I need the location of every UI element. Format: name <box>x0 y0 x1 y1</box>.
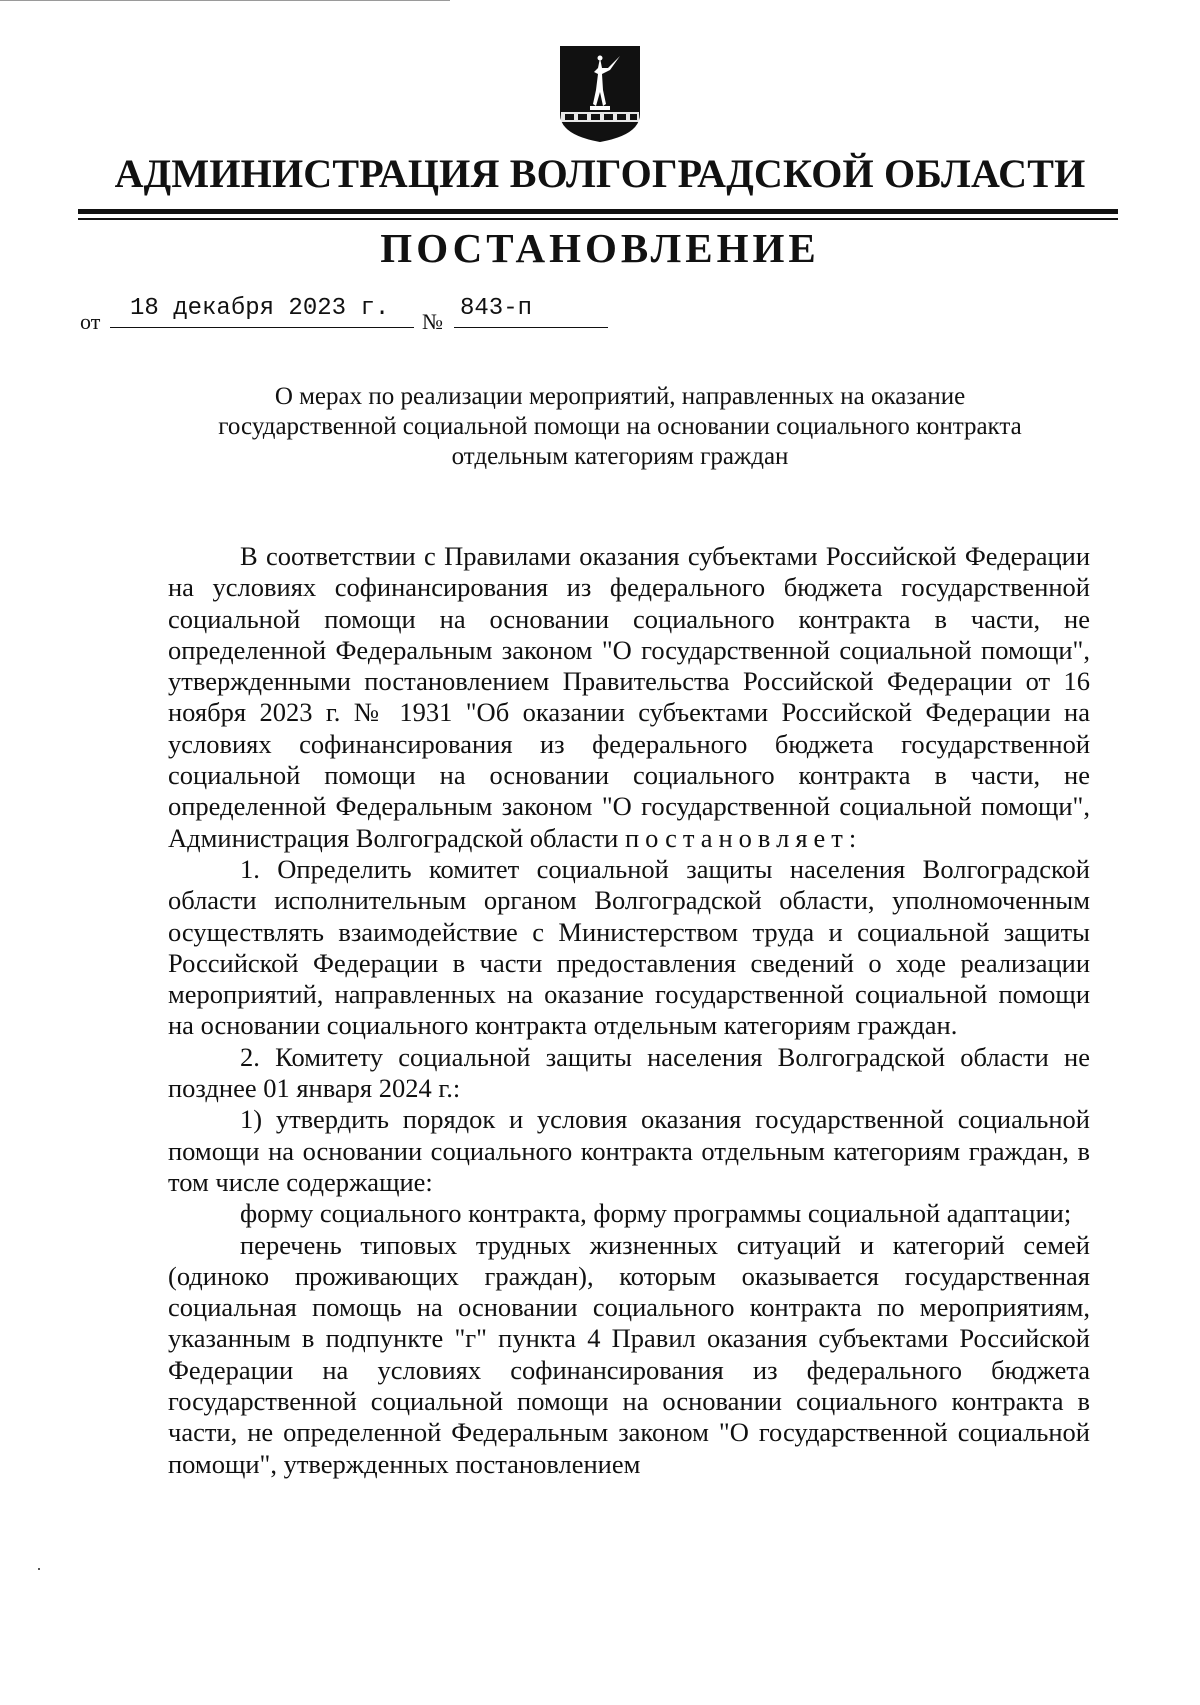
number-underline <box>454 327 608 328</box>
scan-speck <box>38 1568 40 1570</box>
paragraph-item-2-1-a: форму социального контракта, форму программы социальной адаптации; <box>240 1198 1072 1229</box>
preamble-text: В соответствии с Правилами оказания субъектами Российской Федерации на условиях софинансирования из федерального бюджета государственной социальной помощи на основании социального контракта в части, не определенной Федеральным законом "О государственной социальной помощи", утвержденными постановлением Правительства Российской Федерации от 16 ноября 2023 г. № 1931 "Об оказании субъектами Российской Федерации на условиях софинансирования из федерального бюджета государственной социальной помощи на основании социального контракта в части, не определенной Федеральным законом "О государственной социальной помощи", <box>168 541 1090 822</box>
resolves-word: постановляет: <box>624 822 863 853</box>
preamble-authority: Администрация Волгоградской области <box>168 822 619 853</box>
header-rule-thick <box>78 209 1118 214</box>
document-subject <box>150 382 1090 472</box>
organization-title: АДМИНИСТРАЦИЯ ВОЛГОГРАДСКОЙ ОБЛАСТИ <box>114 151 1086 196</box>
paragraph-item-2: 2. Комитету социальной защиты населения Волгоградской области не позднее 01 января 2024 г.: <box>168 1041 1090 1104</box>
paragraph-item-2-1: 1) утвердить порядок и условия оказания государственной социальной помощи на основании социального контракта отдельным категориям граждан, в том числе содержащие: <box>168 1104 1090 1197</box>
date-prefix: от <box>80 309 101 334</box>
preamble-paragraph <box>168 541 1090 854</box>
document-body <box>168 541 1090 1480</box>
header-rule-thin <box>78 218 1118 220</box>
registration-line <box>80 295 780 335</box>
number-prefix: № <box>422 309 443 334</box>
document-type-heading: ПОСТАНОВЛЕНИЕ <box>380 225 820 271</box>
paragraph-item-2-1-b: перечень типовых трудных жизненных ситуаций и категорий семей (одиноко проживающих граждан), которым оказывается государственная социальная помощь на основании социального контракта по мероприятиям, указанным в подпункте "г" пункта 4 Правил оказания субъектами Российской Федерации на условиях софинансирования из федерального бюджета государственной социальной помощи на основании социального контракта в части, не определенной Федеральным законом "О государственной социальной помощи", утвержденных постановлением <box>168 1229 1090 1479</box>
date-underline <box>110 327 414 328</box>
subject-line: О мерах по реализации мероприятий, направленных на оказание <box>274 383 966 410</box>
subject-line: государственной социальной помощи на основании социального контракта <box>218 413 1022 440</box>
scan-edge-line <box>0 0 450 1</box>
subject-line: отдельным категориям граждан <box>451 443 789 470</box>
document-date: 18 декабря 2023 г. <box>130 295 390 322</box>
coat-of-arms-icon <box>560 46 640 142</box>
document-number: 843-п <box>460 295 533 322</box>
paragraph-item-1: 1. Определить комитет социальной защиты населения Волгоградской области исполнительным органом Волгоградской области, уполномоченным осуществлять взаимодействие с Министерством труда и социальной защиты Российской Федерации в части предоставления сведений о ходе реализации мероприятий, направленных на оказание государственной социальной помощи на основании социального контракта отдельным категориям граждан. <box>168 853 1090 1041</box>
